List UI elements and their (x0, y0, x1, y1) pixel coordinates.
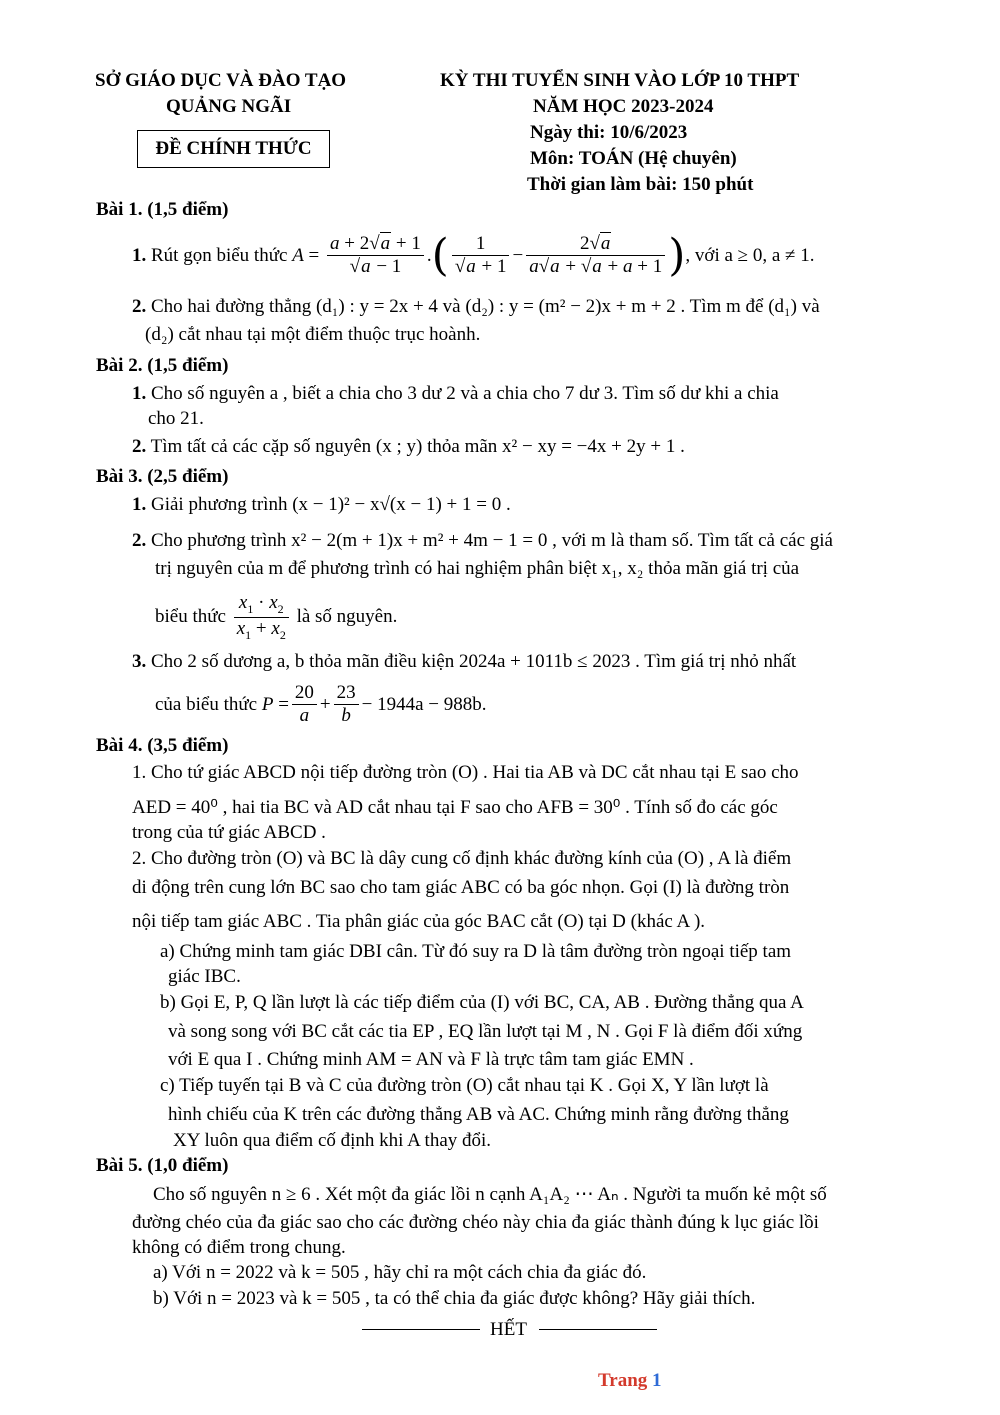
problem-4-c-line2: hình chiếu của K trên các đường thẳng AB và AC. Chứng minh rằng đường thẳng (168, 1104, 789, 1125)
q1-text: Giải phương trình (x − 1)² − x√(x − 1) + 1 = 0 . (151, 494, 511, 515)
problem-4-a-line1: a) Chứng minh tam giác DBI cân. Từ đó suy ra D là tâm đường tròn ngoại tiếp tam (160, 941, 792, 962)
problem-5-line2: đường chéo của đa giác sao cho các đường chéo này chia đa giác thành đúng k lục giác lồi (132, 1212, 819, 1233)
q3-expression-label: của biểu thức (155, 694, 258, 715)
q1-label: 1. (132, 245, 147, 266)
page-num: 1 (652, 1370, 662, 1391)
q3-label: 3. (132, 651, 147, 672)
problem-3-q3-line1 (132, 651, 796, 673)
problem-4-p1-line3: trong của tứ giác ABCD . (132, 822, 326, 843)
problem-4-p2-line1: 2. Cho đường tròn (O) và BC là dây cung cố định khác đường kính của (O) , A là điểm (132, 848, 792, 869)
problem-5-line1: Cho số nguyên n ≥ 6 . Xét một đa giác lồi n cạnh A₁A₂ ⋯ Aₙ . Người ta muốn kẻ một số (153, 1184, 827, 1205)
problem-2-q2 (132, 436, 685, 458)
q1-condition: , với a ≥ 0, a ≠ 1. (685, 245, 815, 266)
school-year: NĂM HỌC 2023-2024 (533, 96, 714, 117)
exam-subject: Môn: TOÁN (Hệ chuyên) (530, 148, 737, 169)
problem-5-title: Bài 5. (1,0 điểm) (96, 1155, 229, 1176)
exam-duration: Thời gian làm bài: 150 phút (527, 174, 754, 195)
q2-label: 2. (132, 296, 147, 317)
problem-2-q1-line2: cho 21. (148, 408, 204, 429)
q2-expression-label: biểu thức (155, 606, 226, 627)
problem-1-q2-line2: (d₂) cắt nhau tại một điểm thuộc trục hoành. (145, 324, 481, 345)
fraction-1: $\frac{a + 2√a + 1}{√a - 1}$ (327, 233, 424, 279)
fraction-2: $\frac{1}{√a + 1}$ (452, 233, 510, 279)
page-number (598, 1370, 662, 1392)
problem-2-title: Bài 2. (1,5 điểm) (96, 355, 229, 376)
problem-2-q1-line1 (132, 383, 779, 405)
department-name: SỞ GIÁO DỤC VÀ ĐÀO TẠO (95, 70, 347, 91)
q3-expression-tail: − 1944a − 988b. (361, 694, 487, 715)
problem-4-title: Bài 4. (3,5 điểm) (96, 735, 229, 756)
fraction-20a: $\frac{20}{a}$ (292, 682, 317, 728)
problem-1-q1: 1. Rút gọn biểu thức A = $\frac{a + 2√a + 1}{√a - 1}$ . ( $\frac{1}{√a + 1}$ − $\frac{2√a}{a√a + √a + a + 1}$ ) , với a ≥ 0, a ≠ 1. (132, 230, 815, 281)
q2-text: Cho hai đường thẳng (d₁) : y = 2x + 4 và (d₂) : y = (m² − 2)x + m + 2 . Tìm m để (d₁) và (151, 296, 820, 317)
q1-text: Cho số nguyên a , biết a chia cho 3 dư 2 và a chia cho 7 dư 3. Tìm số dư khi a chia (151, 383, 779, 404)
q3-text: Cho 2 số dương a, b thỏa mãn điều kiện 2024a + 1011b ≤ 2023 . Tìm giá trị nhỏ nhất (151, 651, 797, 672)
problem-3-q1 (132, 494, 511, 516)
problem-4-b-line2: và song song với BC cắt các tia EP , EQ lần lượt tại M , N . Gọi F là điểm đối xứng (168, 1021, 803, 1042)
q1-label: 1. (132, 383, 147, 404)
q2-text: Tìm tất cả các cặp số nguyên (x ; y) thỏa mãn x² − xy = −4x + 2y + 1 . (150, 436, 685, 457)
problem-4-p2-line3: nội tiếp tam giác ABC . Tia phân giác của góc BAC cắt (O) tại D (khác A ). (132, 911, 706, 932)
fraction-3: $\frac{2√a}{a√a + √a + a + 1}$ (526, 233, 665, 279)
problem-3-q2-line3 (155, 590, 397, 644)
problem-4-p1-line2: AED = 40⁰ , hai tia BC và AD cắt nhau tại F sao cho AFB = 30⁰ . Tính số đo các góc (132, 797, 778, 818)
problem-1-q2-line1 (132, 296, 820, 318)
page-word: Trang (598, 1370, 648, 1391)
province-name: QUẢNG NGÃI (166, 96, 292, 117)
problem-4-c-line1: c) Tiếp tuyến tại B và C của đường tròn (O) cắt nhau tại K . Gọi X, Y lần lượt là (160, 1075, 769, 1096)
official-exam-box: ĐỀ CHÍNH THỨC (137, 130, 330, 168)
exam-date: Ngày thi: 10/6/2023 (530, 122, 688, 143)
q2-label: 2. (132, 530, 147, 551)
q2-expression-tail: là số nguyên. (296, 606, 398, 627)
formula-A: A (292, 245, 304, 266)
problem-3-q2-line2: trị nguyên của m để phương trình có hai nghiệm phân biệt x₁, x₂ thỏa mãn giá trị của (155, 558, 800, 579)
left-paren: ( (431, 230, 449, 281)
problem-5-a: a) Với n = 2022 và k = 505 , hãy chỉ ra một cách chia đa giác đó. (153, 1262, 647, 1283)
problem-4-p1-line1: 1. Cho tứ giác ABCD nội tiếp đường tròn (O) . Hai tia AB và DC cắt nhau tại E sao cho (132, 762, 799, 783)
exam-title: KỲ THI TUYỂN SINH VÀO LỚP 10 THPT (440, 70, 800, 91)
end-line-right (539, 1329, 657, 1330)
end-marker: HẾT (490, 1319, 527, 1340)
fraction-x1x2: $\frac{x_1 \cdot x_2}{x_1 + x_2}$ (234, 592, 289, 642)
end-line-left (362, 1329, 480, 1330)
problem-5-line3: không có điểm trong chung. (132, 1237, 346, 1258)
problem-5-b: b) Với n = 2023 và k = 505 , ta có thể chia đa giác được không? Hãy giải thích. (153, 1288, 756, 1309)
problem-4-b-line3: với E qua I . Chứng minh AM = AN và F là trực tâm tam giác EMN . (168, 1049, 694, 1070)
q1-text: Rút gọn biểu thức (151, 245, 288, 266)
problem-3-q3-line2: của biểu thức P = $\frac{20}{a}$ + $\frac{23}{b}$ − 1944a − 988b. (155, 682, 487, 727)
q2-text: Cho phương trình x² − 2(m + 1)x + m² + 4m − 1 = 0 , với m là tham số. Tìm tất cả các giá (151, 530, 833, 551)
problem-4-a-line2: giác IBC. (168, 966, 241, 987)
problem-3-title: Bài 3. (2,5 điểm) (96, 466, 229, 487)
problem-1-title: Bài 1. (1,5 điểm) (96, 199, 229, 220)
q1-label: 1. (132, 494, 147, 515)
problem-4-c-line3: XY luôn qua điểm cố định khi A thay đổi. (173, 1130, 492, 1151)
fraction-23b: $\frac{23}{b}$ (334, 682, 359, 728)
q2-label: 2. (132, 436, 147, 457)
right-paren: ) (668, 230, 686, 281)
problem-3-q2-line1 (132, 530, 833, 552)
problem-4-b-line1: b) Gọi E, P, Q lần lượt là các tiếp điểm của (I) với BC, CA, AB . Đường thẳng qua A (160, 992, 804, 1013)
problem-4-p2-line2: di động trên cung lớn BC sao cho tam giác ABC có ba góc nhọn. Gọi (I) là đường tròn (132, 877, 790, 898)
